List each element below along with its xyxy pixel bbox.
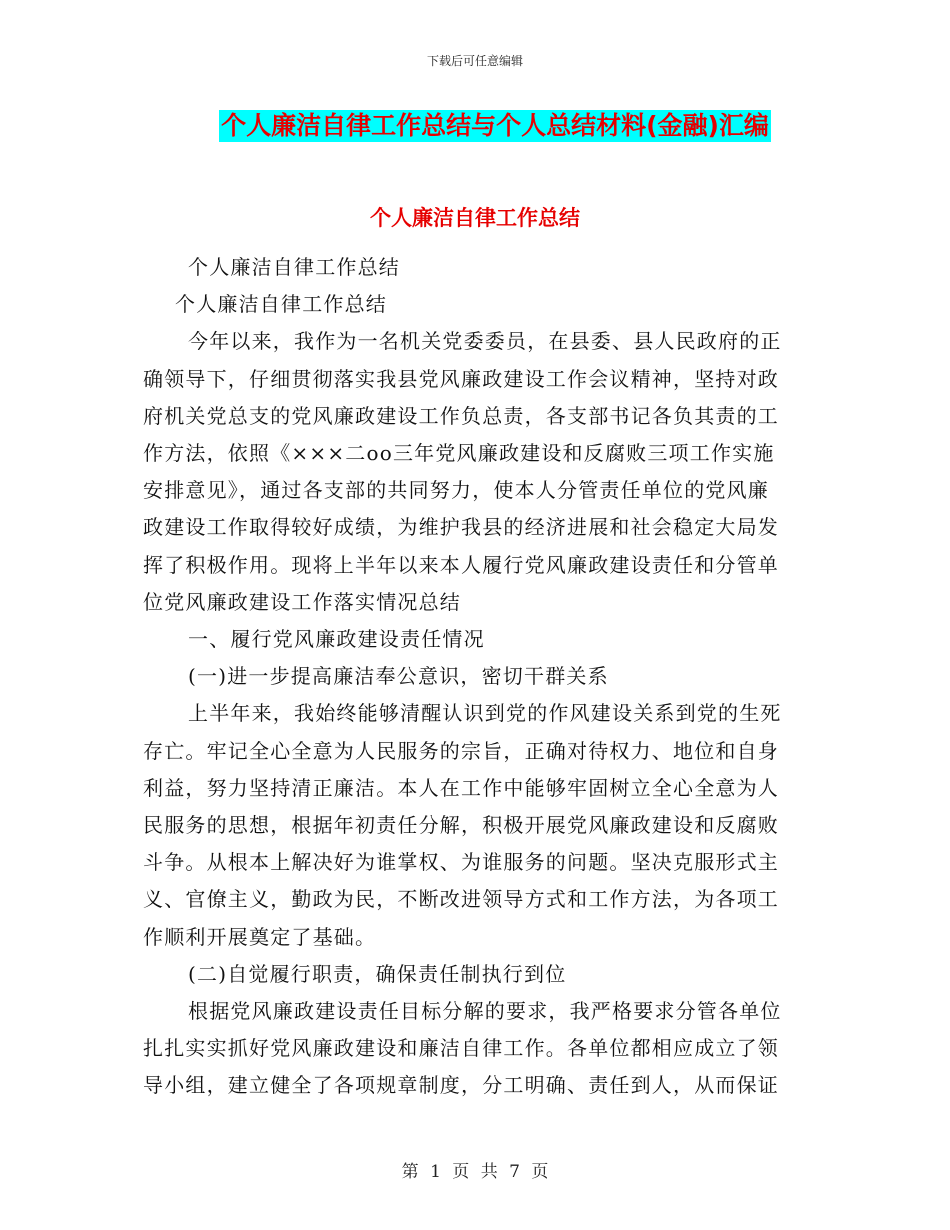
section-heading: 一、履行党风廉政建设责任情况	[188, 627, 485, 652]
body-line: 民服务的思想，根据年初责任分解，积极开展党风廉政建设和反腐败	[143, 813, 779, 838]
body-line: 府机关党总支的党风廉政建设工作负总责，各支部书记各负其责的工	[143, 403, 779, 428]
body-line: 存亡。牢记全心全意为人民服务的宗旨，正确对待权力、地位和自身	[143, 738, 779, 763]
body-line: 政建设工作取得较好成绩，为维护我县的经济进展和社会稳定大局发	[143, 515, 779, 540]
page-footer: 第 1 页 共 7 页	[401, 1162, 549, 1182]
body-line: 扎扎实实抓好党风廉政建设和廉洁自律工作。各单位都相应成立了领	[143, 1036, 779, 1061]
body-line: 挥了积极作用。现将上半年以来本人履行党风廉政建设责任和分管单	[143, 552, 779, 577]
body-text	[143, 249, 803, 1105]
subsection-heading: (一)进一步提高廉洁奉公意识，密切干群关系	[188, 664, 609, 689]
body-line: 今年以来，我作为一名机关党委委员，在县委、县人民政府的正	[188, 329, 782, 354]
body-line: 作顺利开展奠定了基础。	[143, 924, 377, 949]
body-line: 根据党风廉政建设责任目标分解的要求，我严格要求分管各单位	[188, 999, 782, 1024]
body-line: 确领导下，仔细贯彻落实我县党风廉政建设工作会议精神，坚持对政	[143, 366, 779, 391]
body-line: 个人廉洁自律工作总结	[175, 292, 387, 317]
main-title-wrap	[0, 110, 950, 142]
body-line: 位党风廉政建设工作落实情况总结	[143, 589, 461, 614]
body-line: 导小组，建立健全了各项规章制度，分工明确、责任到人，从而保证	[143, 1073, 779, 1098]
body-line: 义、官僚主义，勤政为民，不断改进领导方式和工作方法，为各项工	[143, 887, 779, 912]
body-line: 安排意见》，通过各支部的共同努力，使本人分管责任单位的党风廉	[143, 478, 769, 503]
body-line: 作方法，依照《×××二oo三年党风廉政建设和反腐败三项工作实施	[143, 441, 775, 466]
main-title: 个人廉洁自律工作总结与个人总结材料(金融)汇编	[221, 111, 769, 140]
body-line: 利益，努力坚持清正廉洁。本人在工作中能够牢固树立全心全意为人	[143, 775, 779, 800]
body-line: 个人廉洁自律工作总结	[188, 255, 400, 279]
header-note: 下载后可任意编辑	[426, 54, 523, 68]
subsection-heading: (二)自觉履行职责，确保责任制执行到位	[188, 961, 567, 986]
body-line: 斗争。从根本上解决好为谁掌权、为谁服务的问题。坚决克服形式主	[143, 850, 779, 875]
body-line: 上半年来，我始终能够清醒认识到党的作风建设关系到党的生死	[188, 701, 782, 726]
sub-title: 个人廉洁自律工作总结	[370, 206, 580, 230]
